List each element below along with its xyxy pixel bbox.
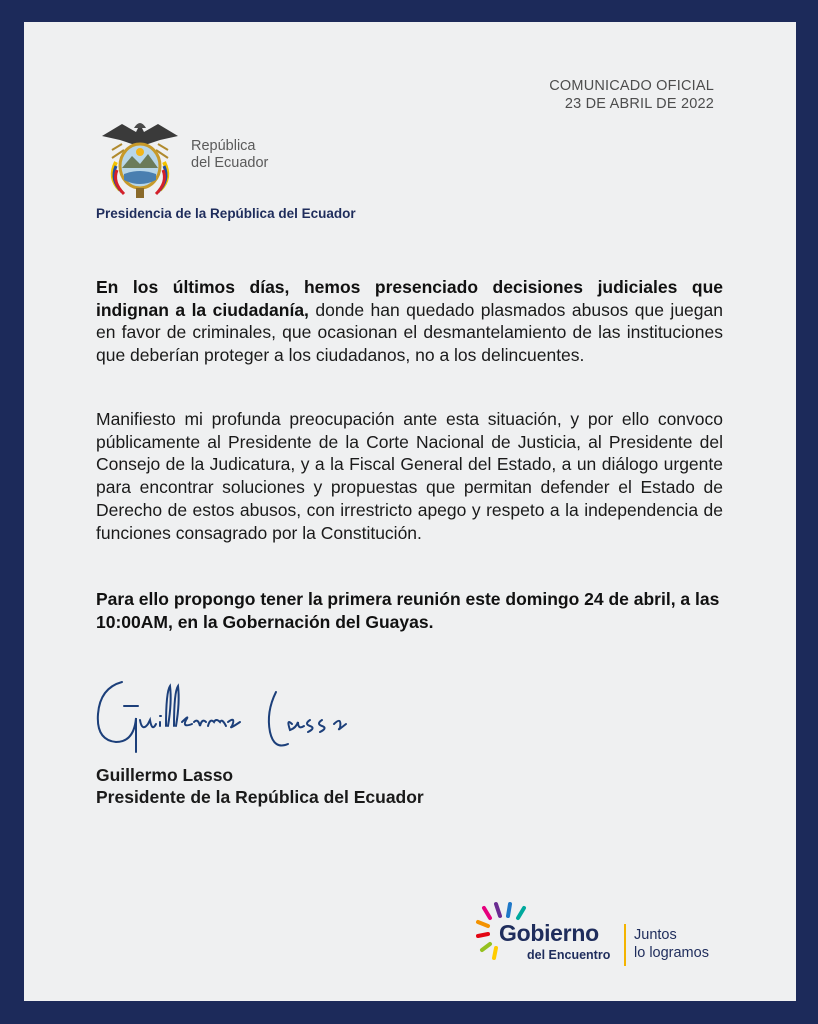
signature-script bbox=[90, 662, 380, 762]
logo-text bbox=[191, 138, 268, 172]
brand-slogan bbox=[634, 926, 709, 962]
brand-sub: del Encuentro bbox=[527, 948, 611, 962]
brand-divider bbox=[624, 924, 626, 966]
doc-type: COMUNICADO OFICIAL bbox=[549, 78, 714, 94]
doc-date: 23 DE ABRIL DE 2022 bbox=[564, 96, 714, 112]
signer-title: Presidente de la República del Ecuador bbox=[96, 787, 424, 807]
signer-name: Guillermo Lasso bbox=[96, 765, 234, 785]
coat-of-arms-icon bbox=[98, 110, 182, 206]
slogan-line-1: Juntos bbox=[634, 927, 677, 943]
brand-main: Gobierno bbox=[499, 920, 599, 946]
paragraph-1-bold: En los últimos días, hemos presenciado decisiones judiciales que indignan a la ciudadanía, bbox=[96, 277, 723, 320]
paragraph-2: Manifiesto mi profunda preocupación ante esta situación, y por ello convoco públicamente al Presidente de la Corte Nacional de Justicia, al Presidente del Consejo de la Judicatura, y a la Fiscal General del Estado, a un diálogo urgente para encontrar soluciones y propuestas que permitan defender el Estado de Derecho de estos abusos, con irrestricto apego y respeto a la independencia de funciones consagrado por la Constitución. bbox=[96, 409, 723, 543]
paragraph-3: Para ello propongo tener la primera reunión este domingo 24 de abril, a las 10:00AM, en la Gobernación del Guayas. bbox=[96, 589, 720, 632]
paragraph-1 bbox=[96, 276, 723, 367]
slogan-line-2: lo logramos bbox=[634, 945, 709, 961]
logo-line-1: República bbox=[191, 138, 256, 154]
paragraph-1-rest: donde han quedado plasmados abusos que juegan en favor de criminales, que ocasionan el desmantelamiento de las instituciones que deberían proteger a los ciudadanos, no a los delincuentes. bbox=[96, 299, 723, 366]
institution-name: Presidencia de la República del Ecuador bbox=[96, 206, 356, 221]
header-block bbox=[549, 77, 714, 113]
document-sheet bbox=[24, 22, 796, 1001]
logo-line-2: del Ecuador bbox=[191, 155, 269, 171]
